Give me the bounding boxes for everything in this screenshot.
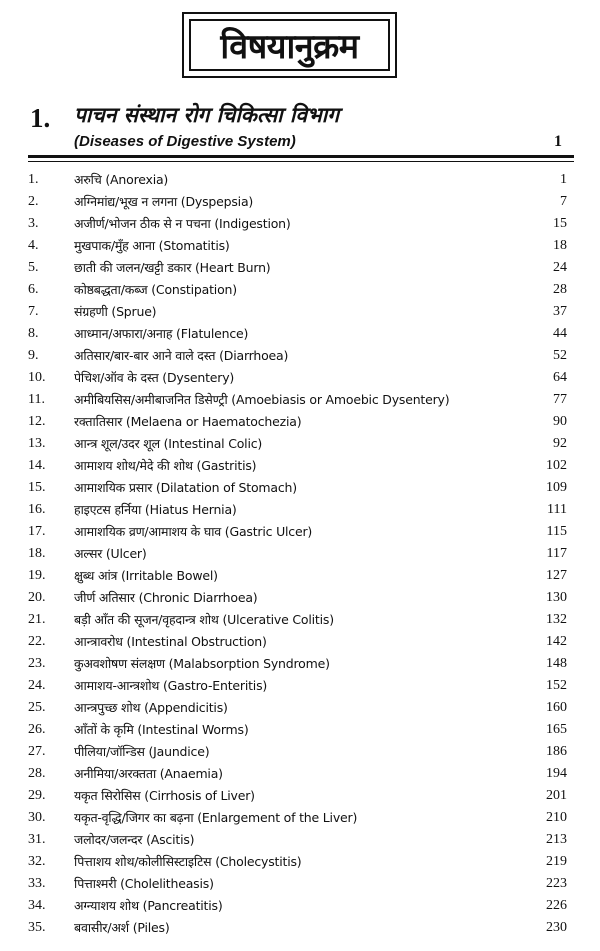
entry-page: 90: [553, 414, 567, 429]
entry-title: अजीर्ण/भोजन ठीक से न पचना (Indigestion): [74, 216, 291, 231]
toc-entry: [0, 697, 600, 719]
toc-entry: [0, 895, 600, 917]
divider-thick: [28, 155, 574, 158]
entry-page: 223: [546, 876, 567, 891]
entry-page: 15: [553, 216, 567, 231]
entry-page: 201: [546, 788, 567, 803]
entry-title: आन्त्रपुच्छ शोथ (Appendicitis): [74, 700, 228, 715]
entry-number: 7.: [28, 304, 39, 319]
entry-page: 132: [546, 612, 567, 627]
toc-entry: [0, 499, 600, 521]
entry-page: 194: [546, 766, 567, 781]
entry-title: अतिसार/बार-बार आने वाले दस्त (Diarrhoea): [74, 348, 289, 363]
entry-title: आन्त्रावरोध (Intestinal Obstruction): [74, 634, 267, 649]
entry-page: 109: [546, 480, 567, 495]
toc-entry: [0, 169, 600, 191]
entry-page: 213: [546, 832, 567, 847]
entry-number: 34.: [28, 898, 46, 913]
entry-page: 28: [553, 282, 567, 297]
entry-page: 1: [560, 172, 567, 187]
entry-number: 18.: [28, 546, 46, 561]
toc-entry: [0, 829, 600, 851]
entry-title: आमाशयिक व्रण/आमाशय के घाव (Gastric Ulcer): [74, 524, 313, 539]
section-page-number: 1: [554, 133, 562, 150]
entry-page: 148: [546, 656, 567, 671]
entry-number: 11.: [28, 392, 45, 407]
toc-entry: [0, 807, 600, 829]
entry-number: 19.: [28, 568, 46, 583]
entry-title: यकृत-वृद्धि/जिगर का बढ़ना (Enlargement of the Liver): [74, 810, 358, 825]
entry-page: 219: [546, 854, 567, 869]
entry-title: कोष्ठबद्धता/कब्ज (Constipation): [74, 282, 237, 297]
entry-page: 127: [546, 568, 567, 583]
entry-title: अल्सर (Ulcer): [74, 546, 147, 561]
entry-number: 8.: [28, 326, 39, 341]
entry-number: 28.: [28, 766, 46, 781]
toc-entry: [0, 279, 600, 301]
toc-entry: [0, 345, 600, 367]
toc-entry: [0, 235, 600, 257]
entry-title: यकृत सिरोसिस (Cirrhosis of Liver): [74, 788, 255, 803]
entry-page: 111: [547, 502, 567, 517]
entry-number: 35.: [28, 920, 46, 935]
entry-number: 12.: [28, 414, 46, 429]
entry-title: अरुचि (Anorexia): [74, 172, 169, 187]
entry-title: आध्मान/अफारा/अनाह (Flatulence): [74, 326, 249, 341]
entry-title: छाती की जलन/खट्टी डकार (Heart Burn): [74, 260, 271, 275]
entry-number: 4.: [28, 238, 39, 253]
entry-title: कुअवशोषण संलक्षण (Malabsorption Syndrome): [74, 656, 330, 671]
entry-page: 37: [553, 304, 567, 319]
toc-entry: [0, 477, 600, 499]
entry-title: आँतों के कृमि (Intestinal Worms): [74, 722, 249, 737]
toc-entry: [0, 741, 600, 763]
entry-page: 115: [546, 524, 567, 539]
toc-entry: [0, 191, 600, 213]
toc-entry: [0, 543, 600, 565]
entry-number: 29.: [28, 788, 46, 803]
toc-entry: [0, 455, 600, 477]
entry-title: जीर्ण अतिसार (Chronic Diarrhoea): [74, 590, 258, 605]
entry-title: आमाशय-आन्त्रशोथ (Gastro-Enteritis): [74, 678, 268, 693]
toc-entry: [0, 917, 600, 939]
toc-entry: [0, 609, 600, 631]
entry-number: 2.: [28, 194, 39, 209]
entry-number: 30.: [28, 810, 46, 825]
entry-title: अनीमिया/अरक्तता (Anaemia): [74, 766, 223, 781]
toc-entry: [0, 653, 600, 675]
toc-entry: [0, 257, 600, 279]
entry-number: 27.: [28, 744, 46, 759]
entry-number: 21.: [28, 612, 46, 627]
entry-page: 165: [546, 722, 567, 737]
title-box-inner: [189, 19, 390, 71]
entry-number: 23.: [28, 656, 46, 671]
entry-page: 160: [546, 700, 567, 715]
entry-title: रक्तातिसार (Melaena or Haematochezia): [74, 414, 302, 429]
entry-page: 152: [546, 678, 567, 693]
title-box: [182, 12, 397, 78]
toc-entry: [0, 565, 600, 587]
section-title-hindi: पाचन संस्थान रोग चिकित्सा विभाग: [74, 103, 340, 127]
entry-title: अग्न्याशय शोथ (Pancreatitis): [74, 898, 223, 913]
entry-title: पेचिश/ऑव के दस्त (Dysentery): [74, 370, 235, 385]
contents-list: [0, 169, 600, 939]
toc-entry: [0, 301, 600, 323]
entry-number: 10.: [28, 370, 46, 385]
entry-number: 17.: [28, 524, 46, 539]
entry-page: 18: [553, 238, 567, 253]
entry-page: 186: [546, 744, 567, 759]
entry-number: 5.: [28, 260, 39, 275]
entry-number: 26.: [28, 722, 46, 737]
entry-page: 52: [553, 348, 567, 363]
entry-title: मुखपाक/मुँह आना (Stomatitis): [74, 238, 230, 253]
entry-title: अग्निमांद्य/भूख न लगना (Dyspepsia): [74, 194, 254, 209]
toc-entry: [0, 389, 600, 411]
entry-page: 130: [546, 590, 567, 605]
entry-number: 25.: [28, 700, 46, 715]
entry-number: 9.: [28, 348, 39, 363]
divider-thin: [28, 161, 574, 162]
entry-number: 1.: [28, 172, 39, 187]
entry-title: आमाशय शोथ/मेदे की शोथ (Gastritis): [74, 458, 257, 473]
entry-number: 20.: [28, 590, 46, 605]
entry-number: 32.: [28, 854, 46, 869]
entry-page: 92: [553, 436, 567, 451]
toc-entry: [0, 873, 600, 895]
section-number: 1.: [30, 103, 51, 133]
entry-page: 210: [546, 810, 567, 825]
entry-page: 64: [553, 370, 567, 385]
entry-title: पित्ताशय शोथ/कोलीसिस्टाइटिस (Cholecystitis): [74, 854, 302, 869]
entry-title: बड़ी आँत की सूजन/वृहदान्त्र शोथ (Ulcerative Colitis): [74, 612, 334, 627]
entry-page: 142: [546, 634, 567, 649]
entry-page: 226: [546, 898, 567, 913]
entry-title: पित्ताश्मरी (Cholelitheasis): [74, 876, 214, 891]
toc-entry: [0, 521, 600, 543]
entry-number: 15.: [28, 480, 46, 495]
page-title: विषयानुक्रम: [220, 27, 359, 67]
toc-entry: [0, 323, 600, 345]
toc-entry: [0, 675, 600, 697]
entry-number: 3.: [28, 216, 39, 231]
entry-number: 16.: [28, 502, 46, 517]
entry-title: पीलिया/जॉन्डिस (Jaundice): [74, 744, 210, 759]
toc-entry: [0, 587, 600, 609]
entry-number: 6.: [28, 282, 39, 297]
entry-page: 102: [546, 458, 567, 473]
entry-title: हाइएटस हर्निया (Hiatus Hernia): [74, 502, 237, 517]
entry-number: 22.: [28, 634, 46, 649]
toc-entry: [0, 433, 600, 455]
entry-page: 230: [546, 920, 567, 935]
entry-title: जलोदर/जलन्दर (Ascitis): [74, 832, 195, 847]
toc-entry: [0, 719, 600, 741]
entry-page: 44: [553, 326, 567, 341]
entry-number: 24.: [28, 678, 46, 693]
entry-title: अमीबियसिस/अमीबाजनित डिसेण्ट्री (Amoebiasis or Amoebic Dysentery): [74, 392, 450, 407]
toc-entry: [0, 367, 600, 389]
toc-entry: [0, 631, 600, 653]
entry-page: 77: [553, 392, 567, 407]
toc-entry: [0, 213, 600, 235]
entry-number: 31.: [28, 832, 46, 847]
toc-entry: [0, 411, 600, 433]
entry-title: क्षुब्ध आंत्र (Irritable Bowel): [74, 568, 218, 583]
entry-page: 7: [560, 194, 567, 209]
toc-entry: [0, 763, 600, 785]
section-title-english: (Diseases of Digestive System): [74, 133, 296, 150]
toc-entry: [0, 851, 600, 873]
entry-title: आमाशयिक प्रसार (Dilatation of Stomach): [74, 480, 297, 495]
entry-page: 24: [553, 260, 567, 275]
entry-number: 14.: [28, 458, 46, 473]
entry-number: 13.: [28, 436, 46, 451]
entry-title: आन्त्र शूल/उदर शूल (Intestinal Colic): [74, 436, 263, 451]
entry-page: 117: [546, 546, 567, 561]
entry-number: 33.: [28, 876, 46, 891]
entry-title: बवासीर/अर्श (Piles): [74, 920, 170, 935]
toc-entry: [0, 785, 600, 807]
entry-title: संग्रहणी (Sprue): [74, 304, 157, 319]
